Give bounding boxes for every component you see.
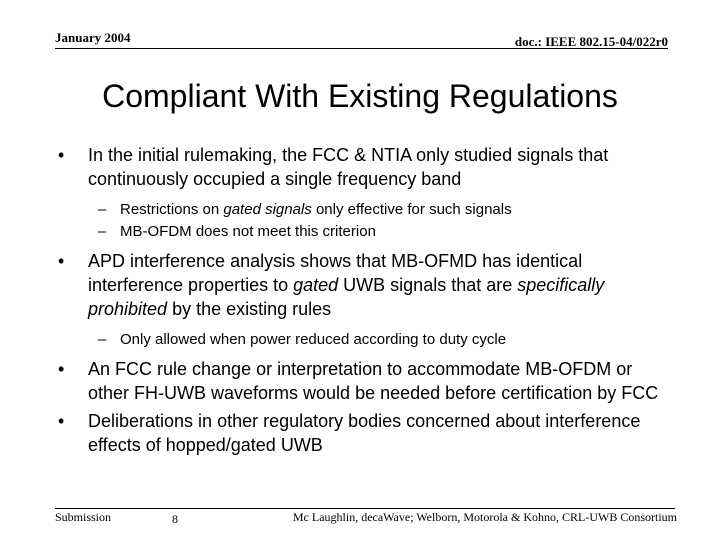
sub-bullet-item <box>58 221 668 243</box>
sub-bullet-item <box>58 329 668 351</box>
dash-marker: – <box>98 201 107 218</box>
footer-submission: Submission <box>55 510 112 524</box>
bullet-item <box>58 143 668 191</box>
footer-authors: Mc Laughlin, decaWave; Welborn, Motorola & Kohno, CRL-UWB Consortium <box>292 510 677 524</box>
bullet-marker: • <box>58 411 65 431</box>
bullet-emphasis: gated <box>293 275 339 295</box>
bullet-marker: • <box>58 359 65 379</box>
sub-bullet-emphasis: gated signals <box>223 201 312 218</box>
bullet-text: by the existing rules <box>167 299 332 319</box>
bullet-item <box>58 249 668 321</box>
bullet-marker: • <box>58 145 65 165</box>
bullet-text: Deliberations in other regulatory bodies concerned about interference effects of hopped/gated UWB <box>88 411 641 455</box>
header-rule <box>55 48 668 49</box>
sub-bullet-text: only effective for such signals <box>311 201 512 218</box>
sub-bullet-item <box>58 199 668 221</box>
sub-bullet-text: Only allowed when power reduced according to duty cycle <box>120 331 507 348</box>
header-doc-id: doc.: IEEE 802.15-04/022r0 <box>514 34 668 49</box>
bullet-emphasis: specifically prohibited <box>88 275 605 319</box>
footer-page-number: 8 <box>172 512 178 526</box>
dash-marker: – <box>98 223 107 240</box>
sub-bullet-text: MB-OFDM does not meet this criterion <box>120 223 376 240</box>
bullet-text: UWB signals that are <box>338 275 518 295</box>
bullet-text: An FCC rule change or interpretation to accommodate MB-OFDM or other FH-UWB waveforms would be needed before certification by FCC <box>88 359 659 403</box>
footer-rule <box>55 508 675 509</box>
bullet-text: In the initial rulemaking, the FCC & NTIA only studied signals that continuously occupied a single frequency band <box>88 145 609 189</box>
dash-marker: – <box>98 331 107 348</box>
slide-title: Compliant With Existing Regulations <box>102 78 618 114</box>
bullet-item <box>58 409 668 457</box>
bullet-text: APD interference analysis shows that MB-OFMD has identical interference properties to <box>88 251 583 295</box>
bullet-item <box>58 357 668 405</box>
sub-bullet-text: Restrictions on <box>120 201 224 218</box>
header-date: January 2004 <box>55 30 131 45</box>
slide-body <box>58 143 668 457</box>
bullet-marker: • <box>58 251 65 271</box>
